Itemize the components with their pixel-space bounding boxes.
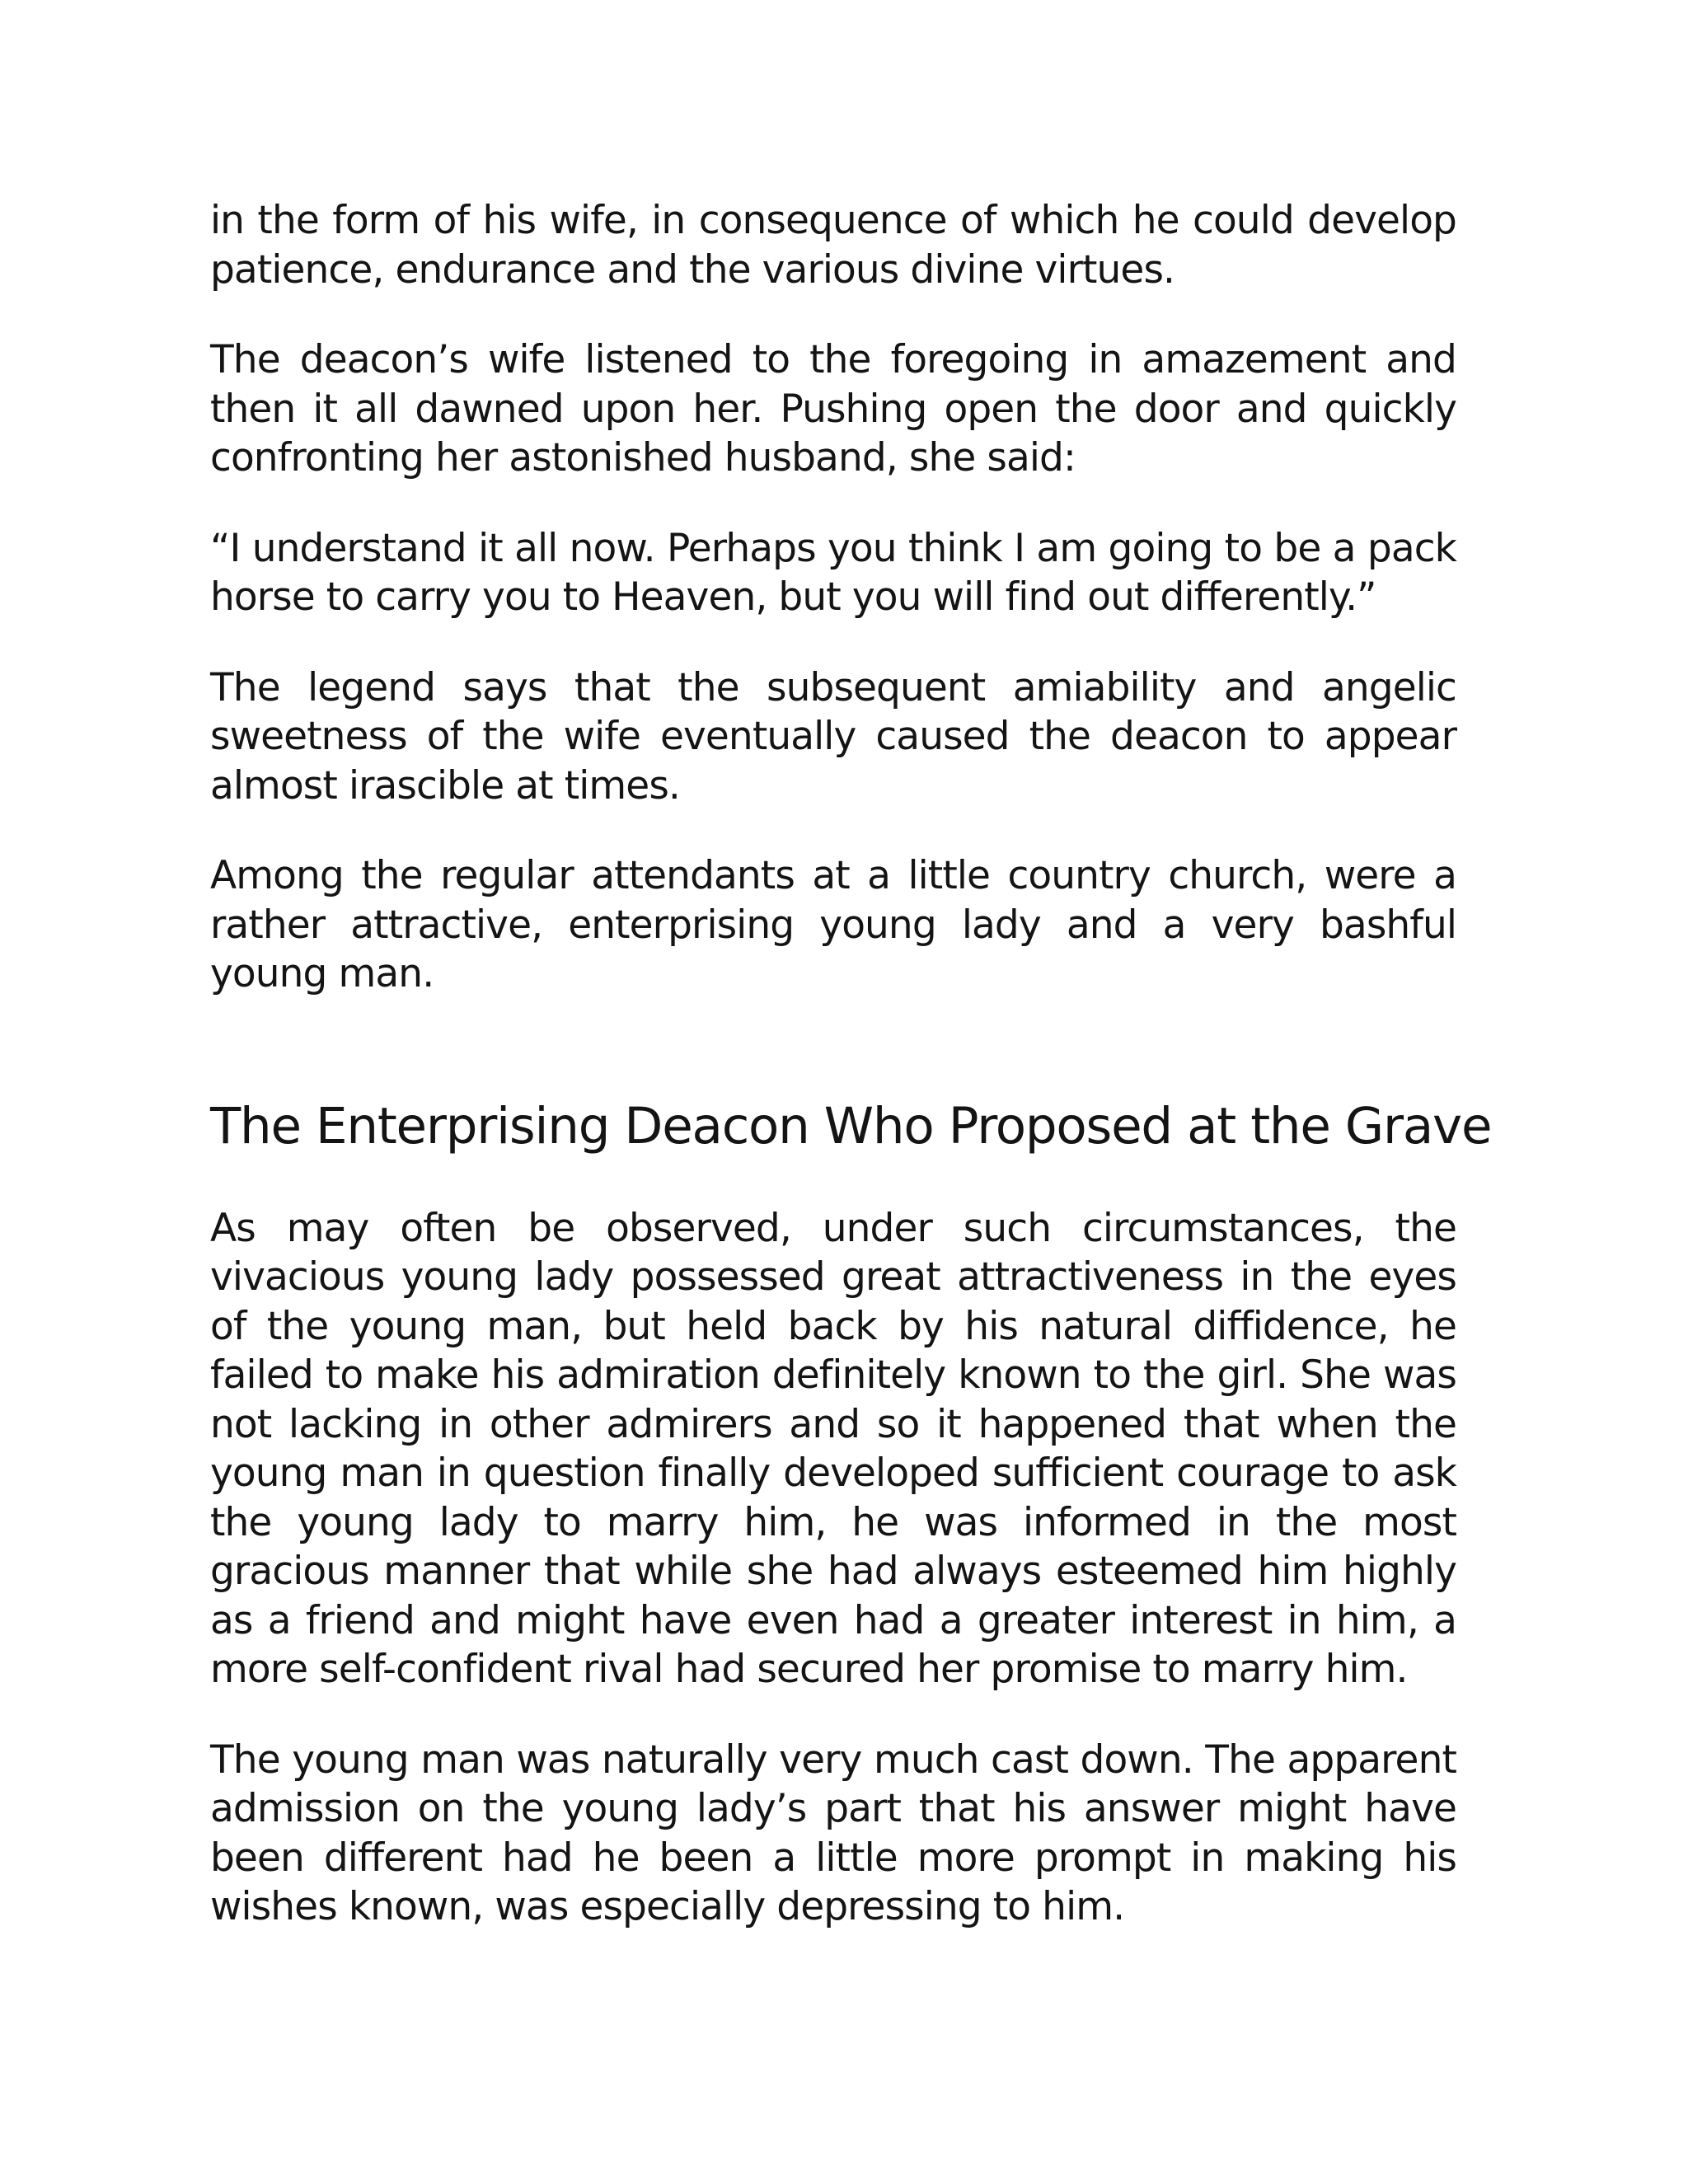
paragraph: The young man was naturally very much cast down. The apparent admission on the young lady’s part that his answer might have been different had he been a little more prompt in making his wishes known, was especially depressing to him. bbox=[210, 1736, 1456, 1929]
paragraph: The deacon’s wife listened to the foregoing in amazement and then it all dawned upon her. Pushing open the door and quickly confronting her astonished husband, she said: bbox=[210, 337, 1456, 480]
paragraph: As may often be observed, under such circumstances, the vivacious young lady possessed great attractiveness in the eyes of the young man, but held back by his natural diffidence, he failed to make his admiration definitely known to the girl. She was not lacking in other admirers and so it happened that when the young man in question finally developed sufficient courage to ask the young lady to marry him, he was informed in the most gracious manner that while she had always esteemed him highly as a friend and might have even had a greater interest in him, a more self-confident rival had secured her promise to marry him. bbox=[210, 1205, 1456, 1692]
paragraph: in the form of his wife, in consequence of which he could develop patience, endurance and the various divine virtues. bbox=[210, 198, 1456, 293]
paragraph: Among the regular attendants at a little country church, were a rather attractive, enterprising young lady and a very bashful young man. bbox=[210, 853, 1456, 996]
page-content bbox=[210, 196, 1492, 1973]
paragraph: “I understand it all now. Perhaps you think I am going to be a pack horse to carry you to Heaven, but you will find out differently.” bbox=[210, 525, 1456, 620]
paragraph: The legend says that the subsequent amiability and angelic sweetness of the wife eventually caused the deacon to appear almost irascible at times. bbox=[210, 664, 1456, 808]
section-title: The Enterprising Deacon Who Proposed at the Grave bbox=[210, 1096, 1492, 1155]
